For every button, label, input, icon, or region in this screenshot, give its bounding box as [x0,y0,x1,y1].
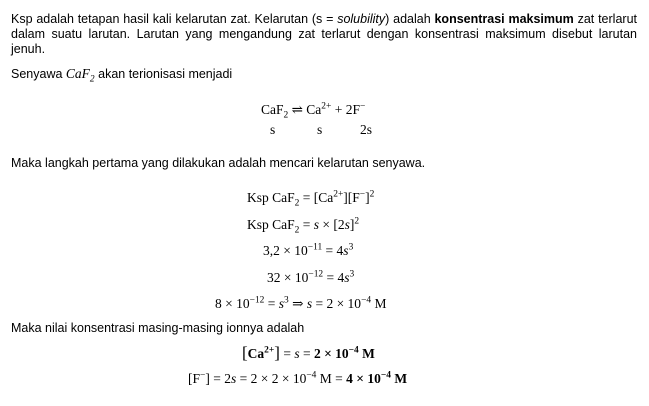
intro-italic: solubility [337,12,386,26]
stoichiometry-s1: s [270,122,276,137]
step-text: Maka langkah pertama yang dilakukan adalah mencari kelarutan senyawa. [11,156,426,170]
concentration-text: Maka nilai konsentrasi masing-masing ionnya adalah [11,321,305,335]
compound-formula: CaF$_2$ [65,66,95,85]
stoichiometry-s3: 2s [360,122,373,137]
stoichiometry-s2: s [317,122,323,137]
equation-value-2: $32 \times 10^{-12} = 4s^3$ [267,269,355,285]
intro-paragraph [11,12,637,57]
compound-text-b: akan terionisasi menjadi [94,67,233,81]
equation-value-1: $3,2 \times 10^{-11} = 4s^3$ [263,242,354,258]
compound-text-a: Senyawa [11,67,66,81]
intro-text-a: Ksp adalah tetapan hasil kali kelarutan zat. Kelarutan (s = [11,12,338,26]
equation-solubility: $8 \times 10^{-12} = s^3$ ⇒ $s = 2 \times 10^{-4}$ M [215,295,387,311]
result-ca-concentration: $[Ca^{2+}] = s = 2 \times 10^{-4}$ M [242,343,375,362]
intro-text-c: zat terlarut dalam suatu larutan. Larutan yang mengandung zat terlarut dengan konsentrasi maksimum disebut larutan jenuh. [11,12,637,56]
equation-ksp-s: Ksp $CaF_2 = s \times [2s]^2$ [247,216,360,236]
compound-line [11,66,233,85]
result-f-concentration: $[F^-] = 2s = 2 \times 2 \times 10^{-4}$ $M = 4 \times 10^{-4}$ M [188,370,408,386]
intro-text-b: ) adalah [385,12,435,26]
ionization-equation: CaF$_2$ ⇌ $Ca^{2+} + 2F^-$ [261,101,366,121]
equation-ksp-ions: Ksp $CaF_2 = [Ca^{2+}][F^-]^2$ [247,189,375,209]
intro-bold: konsentrasi maksimum [434,12,574,26]
